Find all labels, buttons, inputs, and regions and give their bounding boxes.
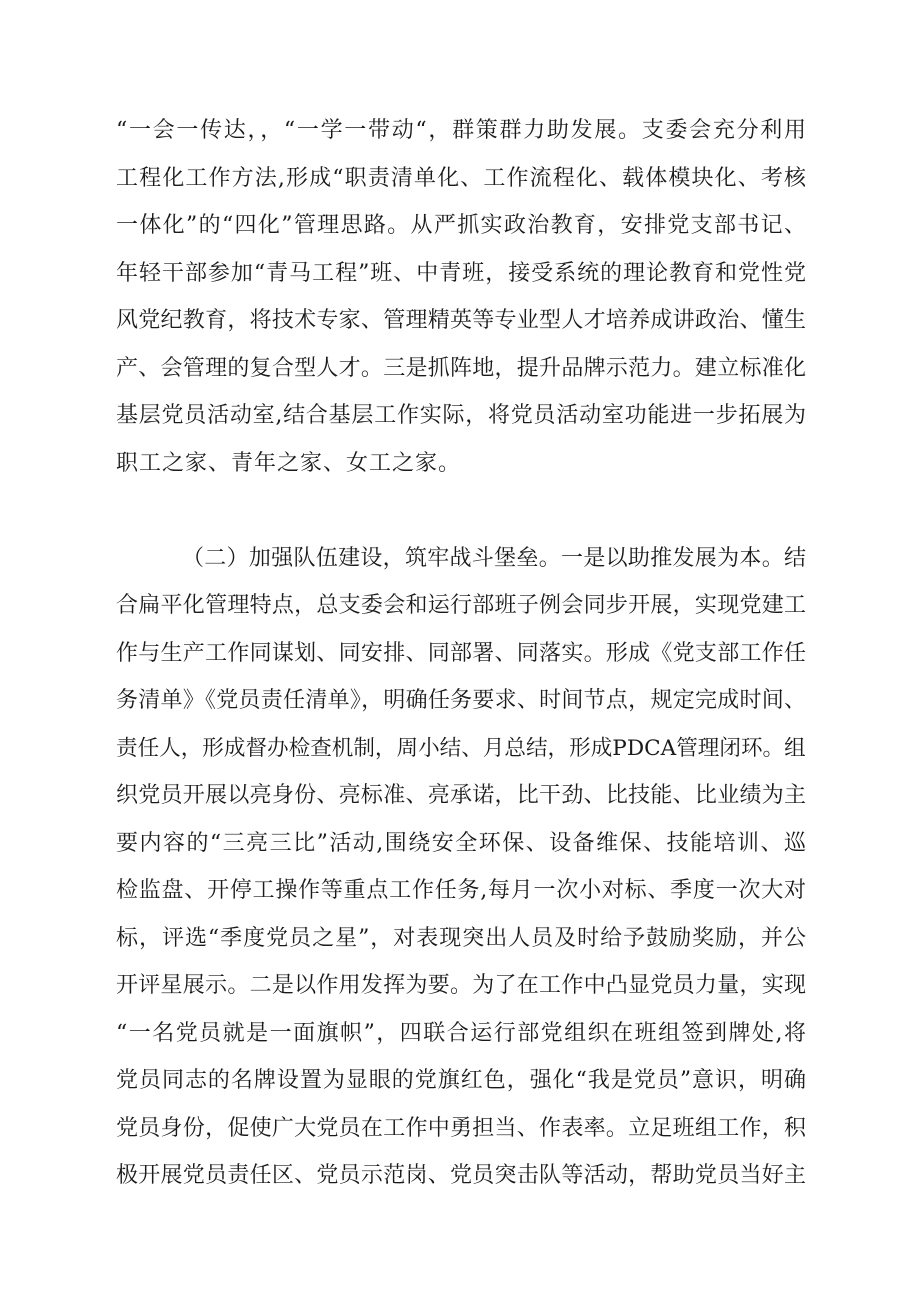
line-text: 风党纪教育，将技术专家、管理精英等专业型人才培养成讲政治、懂生: [116, 308, 807, 333]
text-line: [116, 155, 806, 203]
text-line: [116, 820, 806, 868]
line-text: 要内容的“三亮三比”活动,围绕安全环保、设备维保、技能培训、巡: [116, 830, 808, 856]
text-line: [116, 345, 806, 393]
line-text: 开评星展示。二是以作用发挥为要。为了在工作中凸显党员力量，实现: [116, 973, 807, 998]
line-text: 织党员开展以亮身份、亮标准、亮承诺，比干劲、比技能、比业绩为主: [116, 783, 807, 808]
line-text: 基层党员活动室,结合基层工作实际，将党员活动室功能进一步拓展为: [116, 403, 807, 428]
text-line: [116, 202, 806, 250]
text-line: [116, 440, 806, 488]
line-text: 标，评选“季度党员之星”，对表现突出人员及时给予鼓励奖励，并公: [116, 925, 807, 951]
line-text: 极开展党员责任区、党员示范岗、党员突击队等活动，帮助党员当好主: [116, 1163, 807, 1188]
line-text: 务清单》《党员责任清单》，明确任务要求、时间节点，规定完成时间、: [116, 688, 807, 713]
document-body: [116, 107, 806, 1200]
line-text: 工程化工作方法,形成“职责清单化、工作流程化、载体模块化、考核: [116, 165, 808, 191]
line-text: 作与生产工作同谋划、同安排、同部署、同落实。形成《党支部工作任: [116, 640, 807, 666]
text-line: [116, 867, 806, 915]
text-line: [116, 1057, 806, 1105]
text-line: [116, 250, 806, 298]
line-text: 合扁平化管理特点，总支委会和运行部班子例会同步开展，实现党建工: [116, 593, 807, 618]
line-text: 一体化”的“四化”管理思路。从严抓实政治教育，安排党支部书记、: [116, 213, 808, 238]
text-line: [116, 535, 806, 583]
text-line: [116, 1010, 806, 1058]
line-text: 职工之家、青年之家、女工之家。: [116, 450, 462, 476]
text-line: [116, 1152, 806, 1200]
paragraph-2: [116, 535, 806, 1200]
line-text: 党员身份，促使广大党员在工作中勇担当、作表率。立足班组工作，积: [116, 1115, 807, 1141]
text-line: [116, 630, 806, 678]
text-line: [116, 392, 806, 440]
line-text: 责任人，形成督办检查机制，周小结、月总结，形成PDCA管理闭环。组: [116, 735, 806, 761]
text-line: [116, 962, 806, 1010]
line-text: （二）加强队伍建设，筑牢战斗堡垒。一是以助推发展为本。结: [182, 545, 807, 571]
line-text: 检监盘、开停工操作等重点工作任务,每月一次小对标、季度一次大对: [116, 878, 807, 903]
paragraph-spacer: [116, 487, 806, 535]
text-line: [116, 582, 806, 630]
text-line: [116, 772, 806, 820]
text-line: [116, 107, 806, 155]
line-text: “一会一传达，，“一学一带动“，群策群力助发展。支委会充分利用: [116, 118, 808, 143]
text-line: [116, 677, 806, 725]
text-line: [116, 725, 806, 773]
line-text: 产、会管理的复合型人才。三是抓阵地，提升品牌示范力。建立标准化: [116, 355, 807, 381]
line-text: “一名党员就是一面旗帜”，四联合运行部党组织在班组签到牌处,将: [116, 1020, 808, 1046]
text-line: [116, 1105, 806, 1153]
line-text: 党员同志的名牌设置为显眼的党旗红色，强化“我是党员”意识，明确: [116, 1068, 807, 1093]
line-text: 年轻干部参加“青马工程”班、中青班，接受系统的理论教育和党性党: [116, 260, 807, 286]
text-line: [116, 915, 806, 963]
paragraph-1: [116, 107, 806, 487]
text-line: [116, 297, 806, 345]
